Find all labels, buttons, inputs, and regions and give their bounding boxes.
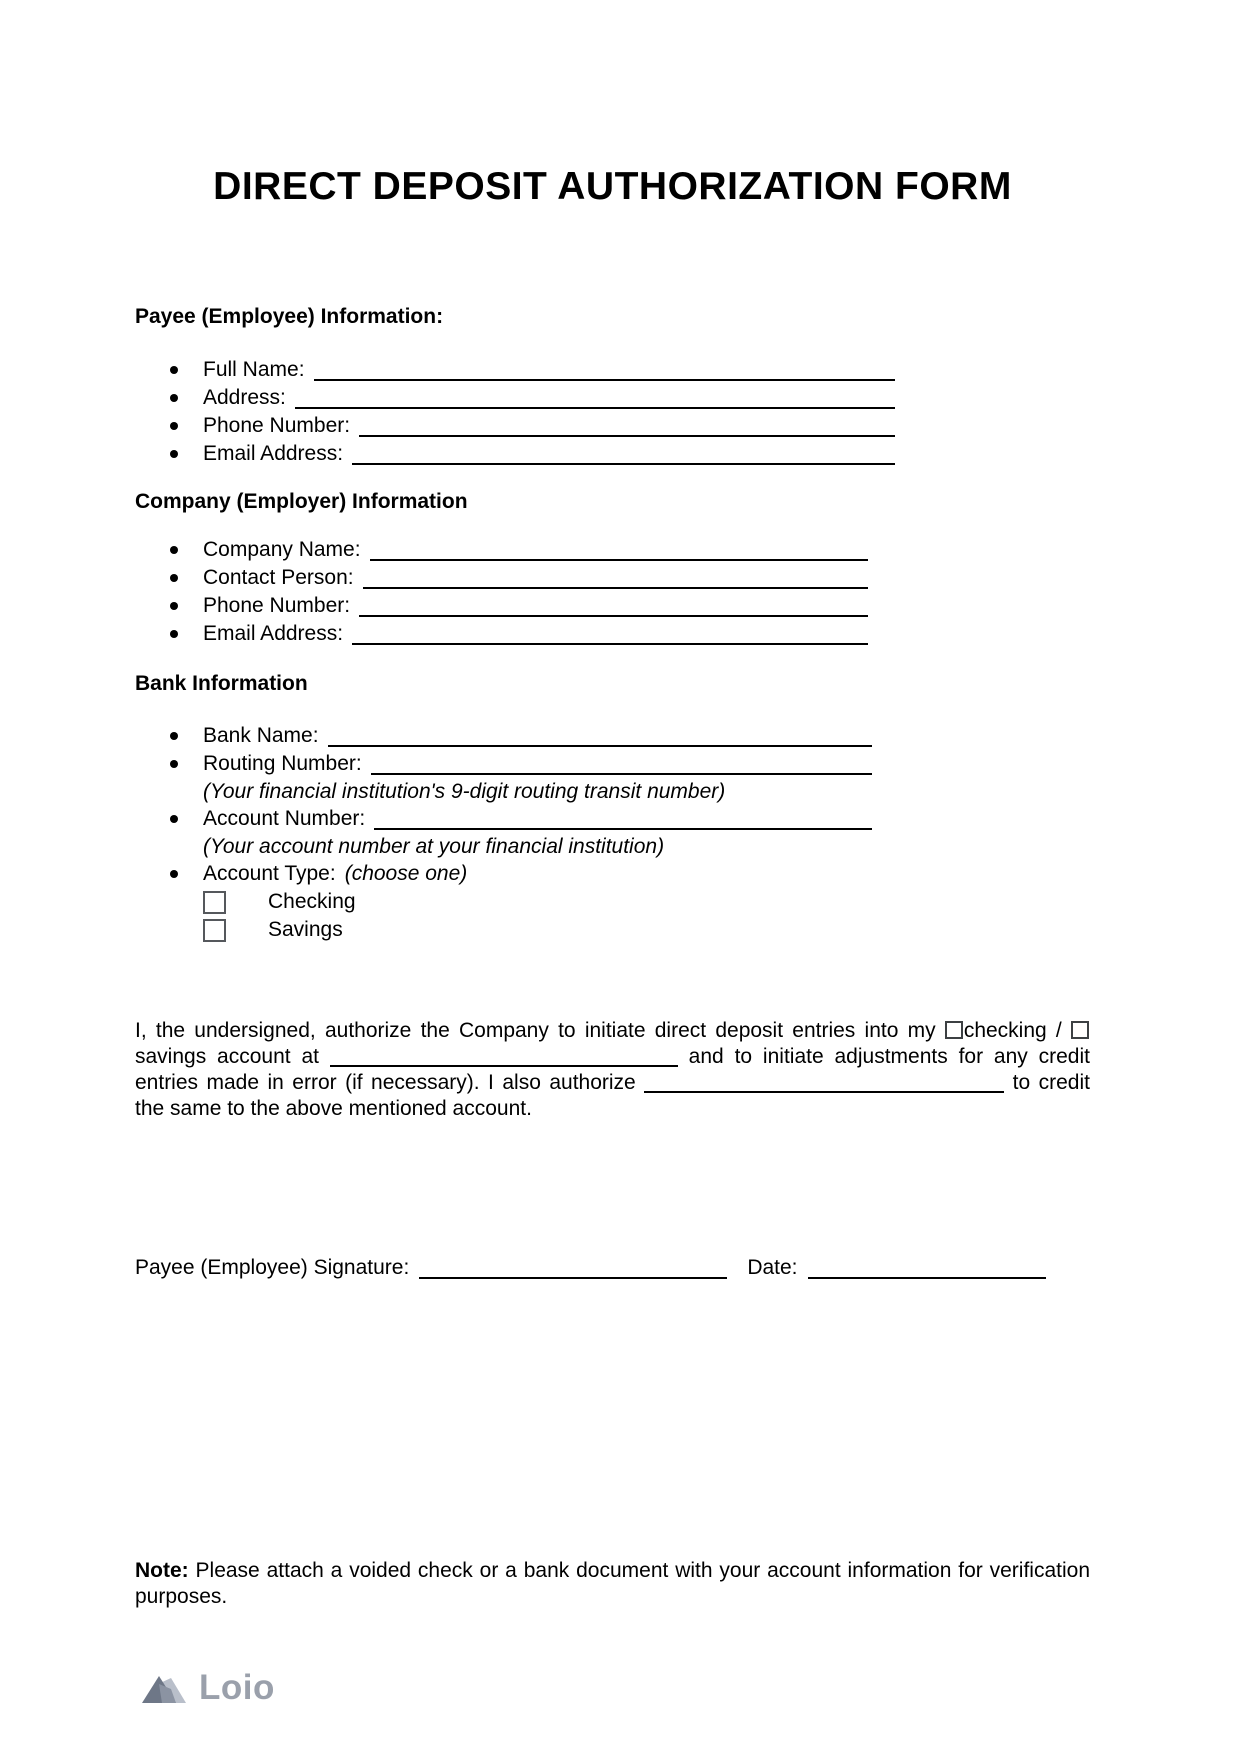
field-row-company-phone — [170, 592, 868, 620]
logo-text: Loio — [199, 1668, 275, 1707]
bullet-icon — [170, 870, 178, 878]
field-row-company-name — [170, 536, 868, 564]
field-label: Email Address: — [203, 622, 344, 645]
full-name-fill-in-line[interactable] — [314, 356, 895, 381]
checking-checkbox-unchecked-icon[interactable] — [203, 891, 226, 914]
account-number-fill-in-line[interactable] — [374, 805, 872, 830]
field-label: Bank Name: — [203, 724, 319, 747]
savings-option-row — [203, 916, 1090, 944]
authorization-text-4: and to initiate adjustments for any credit entries made in error (if necessary). I also authorize — [135, 1045, 1090, 1094]
field-label: Email Address: — [203, 442, 344, 465]
field-row-routing-number — [170, 750, 872, 778]
bullet-icon — [170, 394, 178, 402]
bullet-icon — [170, 630, 178, 638]
authorization-text-3: savings account at — [135, 1045, 330, 1068]
company-name-fill-in-line[interactable] — [370, 536, 868, 561]
field-row-full-name — [170, 356, 895, 384]
bullet-icon — [170, 546, 178, 554]
note-bold-label: Note: — [135, 1559, 189, 1582]
field-label: Phone Number: — [203, 414, 351, 437]
mountain-icon — [141, 1671, 187, 1705]
bank-name-inline-fill-in-line[interactable] — [330, 1064, 678, 1067]
note-paragraph — [135, 1558, 1090, 1610]
bullet-icon — [170, 815, 178, 823]
authorization-paragraph — [135, 1018, 1090, 1122]
routing-number-note: (Your financial institution's 9-digit routing transit number) — [203, 780, 726, 803]
inline-savings-checkbox-unchecked-icon[interactable] — [1071, 1021, 1089, 1039]
company-field-list — [135, 536, 1090, 648]
bank-name-fill-in-line[interactable] — [328, 722, 872, 747]
field-row-account-type — [170, 860, 872, 888]
payee-field-list — [135, 356, 1090, 468]
authorization-text-5: to credit the same to the above mentioned account. — [135, 1071, 1090, 1120]
field-label: Routing Number: — [203, 752, 362, 775]
bullet-icon — [170, 732, 178, 740]
contact-person-fill-in-line[interactable] — [363, 564, 868, 589]
field-row-address — [170, 384, 895, 412]
company-email-fill-in-line[interactable] — [352, 620, 868, 645]
inline-checking-checkbox-unchecked-icon[interactable] — [945, 1021, 963, 1039]
savings-option-label: Savings — [268, 918, 343, 941]
bank-section-heading: Bank Information — [135, 672, 308, 695]
bullet-icon — [170, 450, 178, 458]
field-row-phone — [170, 412, 895, 440]
bullet-icon — [170, 602, 178, 610]
company-section-heading: Company (Employer) Information — [135, 490, 468, 513]
field-row-email — [170, 440, 895, 468]
note-text: Please attach a voided check or a bank document with your account information for verification purposes. — [135, 1559, 1090, 1608]
savings-checkbox-unchecked-icon[interactable] — [203, 919, 226, 942]
field-label: Account Number: — [203, 807, 366, 830]
company-phone-fill-in-line[interactable] — [359, 592, 868, 617]
company-inline-fill-in-line[interactable] — [644, 1090, 1004, 1093]
bullet-icon — [170, 366, 178, 374]
field-label: Full Name: — [203, 358, 305, 381]
date-label: Date: — [747, 1256, 798, 1279]
field-label: Company Name: — [203, 538, 361, 561]
signature-fill-in-line[interactable] — [419, 1254, 727, 1279]
field-label: Phone Number: — [203, 594, 351, 617]
field-row-account-number — [170, 805, 872, 833]
signature-label: Payee (Employee) Signature: — [135, 1256, 410, 1279]
bullet-icon — [170, 760, 178, 768]
payee-section-heading: Payee (Employee) Information: — [135, 305, 444, 328]
checking-option-label: Checking — [268, 890, 356, 913]
authorization-text-2: checking / — [963, 1019, 1071, 1042]
loio-logo — [141, 1670, 1090, 1706]
field-row-company-email — [170, 620, 868, 648]
checking-option-row — [203, 888, 1090, 916]
routing-number-fill-in-line[interactable] — [371, 750, 872, 775]
phone-fill-in-line[interactable] — [359, 412, 895, 437]
field-label: Address: — [203, 386, 286, 409]
bullet-icon — [170, 422, 178, 430]
date-fill-in-line[interactable] — [808, 1254, 1046, 1279]
authorization-text-1: I, the undersigned, authorize the Company to initiate direct deposit entries into my — [135, 1019, 945, 1042]
account-number-note: (Your account number at your financial institution) — [203, 835, 665, 858]
bank-field-list — [135, 722, 1090, 944]
email-fill-in-line[interactable] — [352, 440, 895, 465]
field-row-bank-name — [170, 722, 872, 750]
page-title: DIRECT DEPOSIT AUTHORIZATION FORM — [213, 165, 1012, 208]
field-label: Contact Person: — [203, 566, 354, 589]
field-label: Account Type: — [203, 862, 336, 885]
field-row-contact-person — [170, 564, 868, 592]
address-fill-in-line[interactable] — [295, 384, 895, 409]
signature-row — [135, 1254, 1090, 1282]
bullet-icon — [170, 574, 178, 582]
account-type-note: (choose one) — [344, 862, 468, 885]
